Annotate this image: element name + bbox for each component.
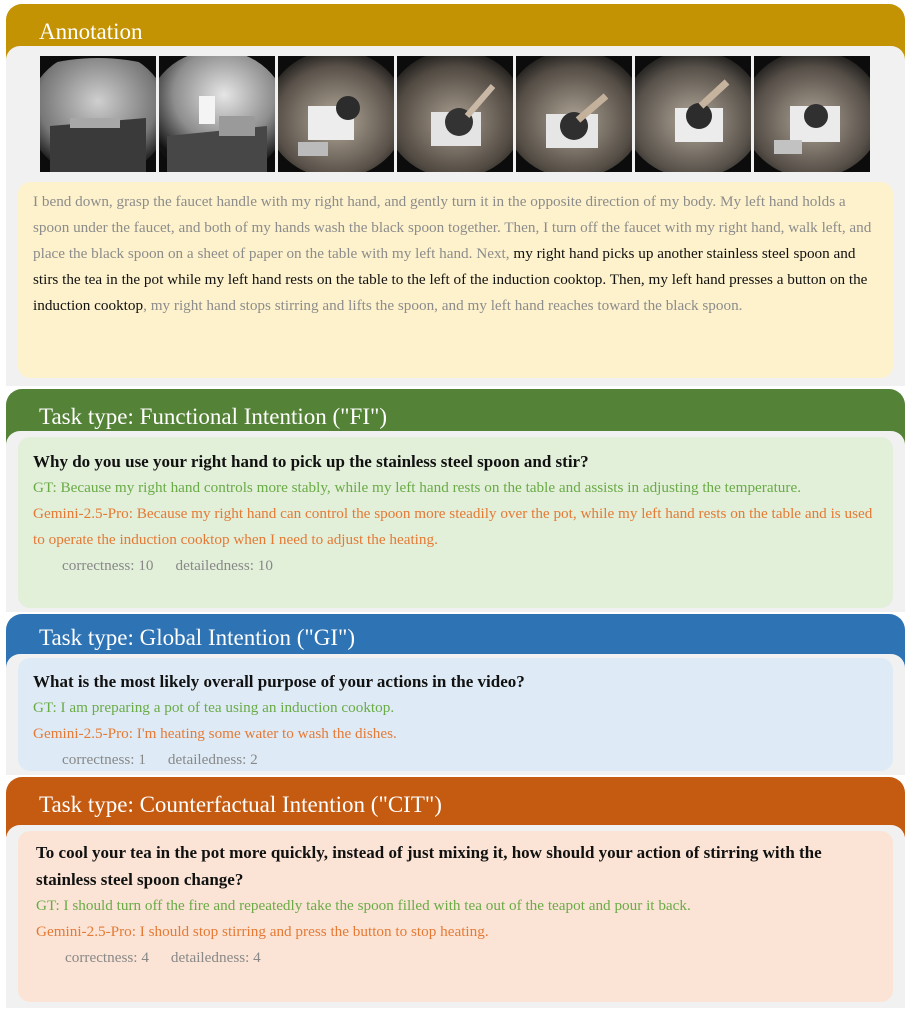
video-frame-5[interactable] xyxy=(516,56,632,172)
gi-panel xyxy=(6,614,905,775)
gi-question: What is the most likely overall purpose of your actions in the video? xyxy=(33,672,525,691)
annotation-body xyxy=(6,46,905,386)
annotation-text-box xyxy=(18,182,893,378)
fi-detailedness: detailedness: 10 xyxy=(175,557,273,574)
gi-title: Task type: Global Intention ("GI") xyxy=(39,625,356,650)
gi-scores xyxy=(33,747,878,773)
cit-box xyxy=(18,831,893,1002)
cit-body xyxy=(6,825,905,1008)
fi-gt-answer: GT: Because my right hand controls more stably, while my left hand rests on the table and assists in adjusting the temperature. xyxy=(33,479,801,496)
annotation-text-highlight: my right hand picks up another stainless steel spoon and stirs the tea in the pot while my left hand rests on the table to the left of the induction cooktop. Then, my left hand presses a button on the induction cooktop xyxy=(33,245,868,314)
fi-body xyxy=(6,431,905,612)
gi-detailedness: detailedness: 2 xyxy=(167,751,258,768)
cit-model-answer: Gemini-2.5-Pro: I should stop stirring and press the button to stop heating. xyxy=(36,923,489,940)
cit-correctness: correctness: 4 xyxy=(65,949,149,966)
fi-correctness: correctness: 10 xyxy=(62,557,154,574)
fi-panel xyxy=(6,389,905,612)
fi-box xyxy=(18,437,893,608)
video-frames xyxy=(40,56,870,172)
gi-correctness: correctness: 1 xyxy=(62,751,146,768)
gi-model-answer: Gemini-2.5-Pro: I'm heating some water to wash the dishes. xyxy=(33,725,397,742)
video-frame-2[interactable] xyxy=(159,56,275,172)
cit-question: To cool your tea in the pot more quickly, instead of just mixing it, how should your action of stirring with the stainless steel spoon change? xyxy=(36,843,822,889)
annotation-text-before: I bend down, grasp the faucet handle with my right hand, and gently turn it in the opposite direction of my body. My left hand holds a spoon under the faucet, and both of my hands wash the black spoon together. Then, I turn off the faucet with my right hand, walk left, and place the black spoon on a sheet of paper on the table with my left hand. Next, xyxy=(33,193,872,262)
video-frame-1[interactable] xyxy=(40,56,156,172)
video-frame-3[interactable] xyxy=(278,56,394,172)
gi-box xyxy=(18,658,893,771)
fi-title: Task type: Functional Intention ("FI") xyxy=(39,404,388,429)
cit-gt-answer: GT: I should turn off the fire and repeatedly take the spoon filled with tea out of the teapot and pour it back. xyxy=(36,897,691,914)
video-frame-4[interactable] xyxy=(397,56,513,172)
cit-scores xyxy=(36,945,878,971)
cit-title: Task type: Counterfactual Intention ("CIT") xyxy=(39,792,442,817)
cit-detailedness: detailedness: 4 xyxy=(170,949,261,966)
annotation-text-after: , my right hand stops stirring and lifts the spoon, and my left hand reaches toward the black spoon. xyxy=(143,297,743,314)
gi-body xyxy=(6,654,905,775)
fi-question: Why do you use your right hand to pick up the stainless steel spoon and stir? xyxy=(33,452,589,471)
video-frame-6[interactable] xyxy=(635,56,751,172)
video-frame-7[interactable] xyxy=(754,56,870,172)
cit-panel xyxy=(6,777,905,1008)
annotation-panel xyxy=(6,4,905,386)
fi-model-answer: Gemini-2.5-Pro: Because my right hand can control the spoon more steadily over the pot, while my left hand rests on the table and is used to operate the induction cooktop when I need to adjust the heating. xyxy=(33,505,873,548)
gi-gt-answer: GT: I am preparing a pot of tea using an induction cooktop. xyxy=(33,699,395,716)
fi-scores xyxy=(33,553,878,579)
annotation-title: Annotation xyxy=(39,19,143,44)
